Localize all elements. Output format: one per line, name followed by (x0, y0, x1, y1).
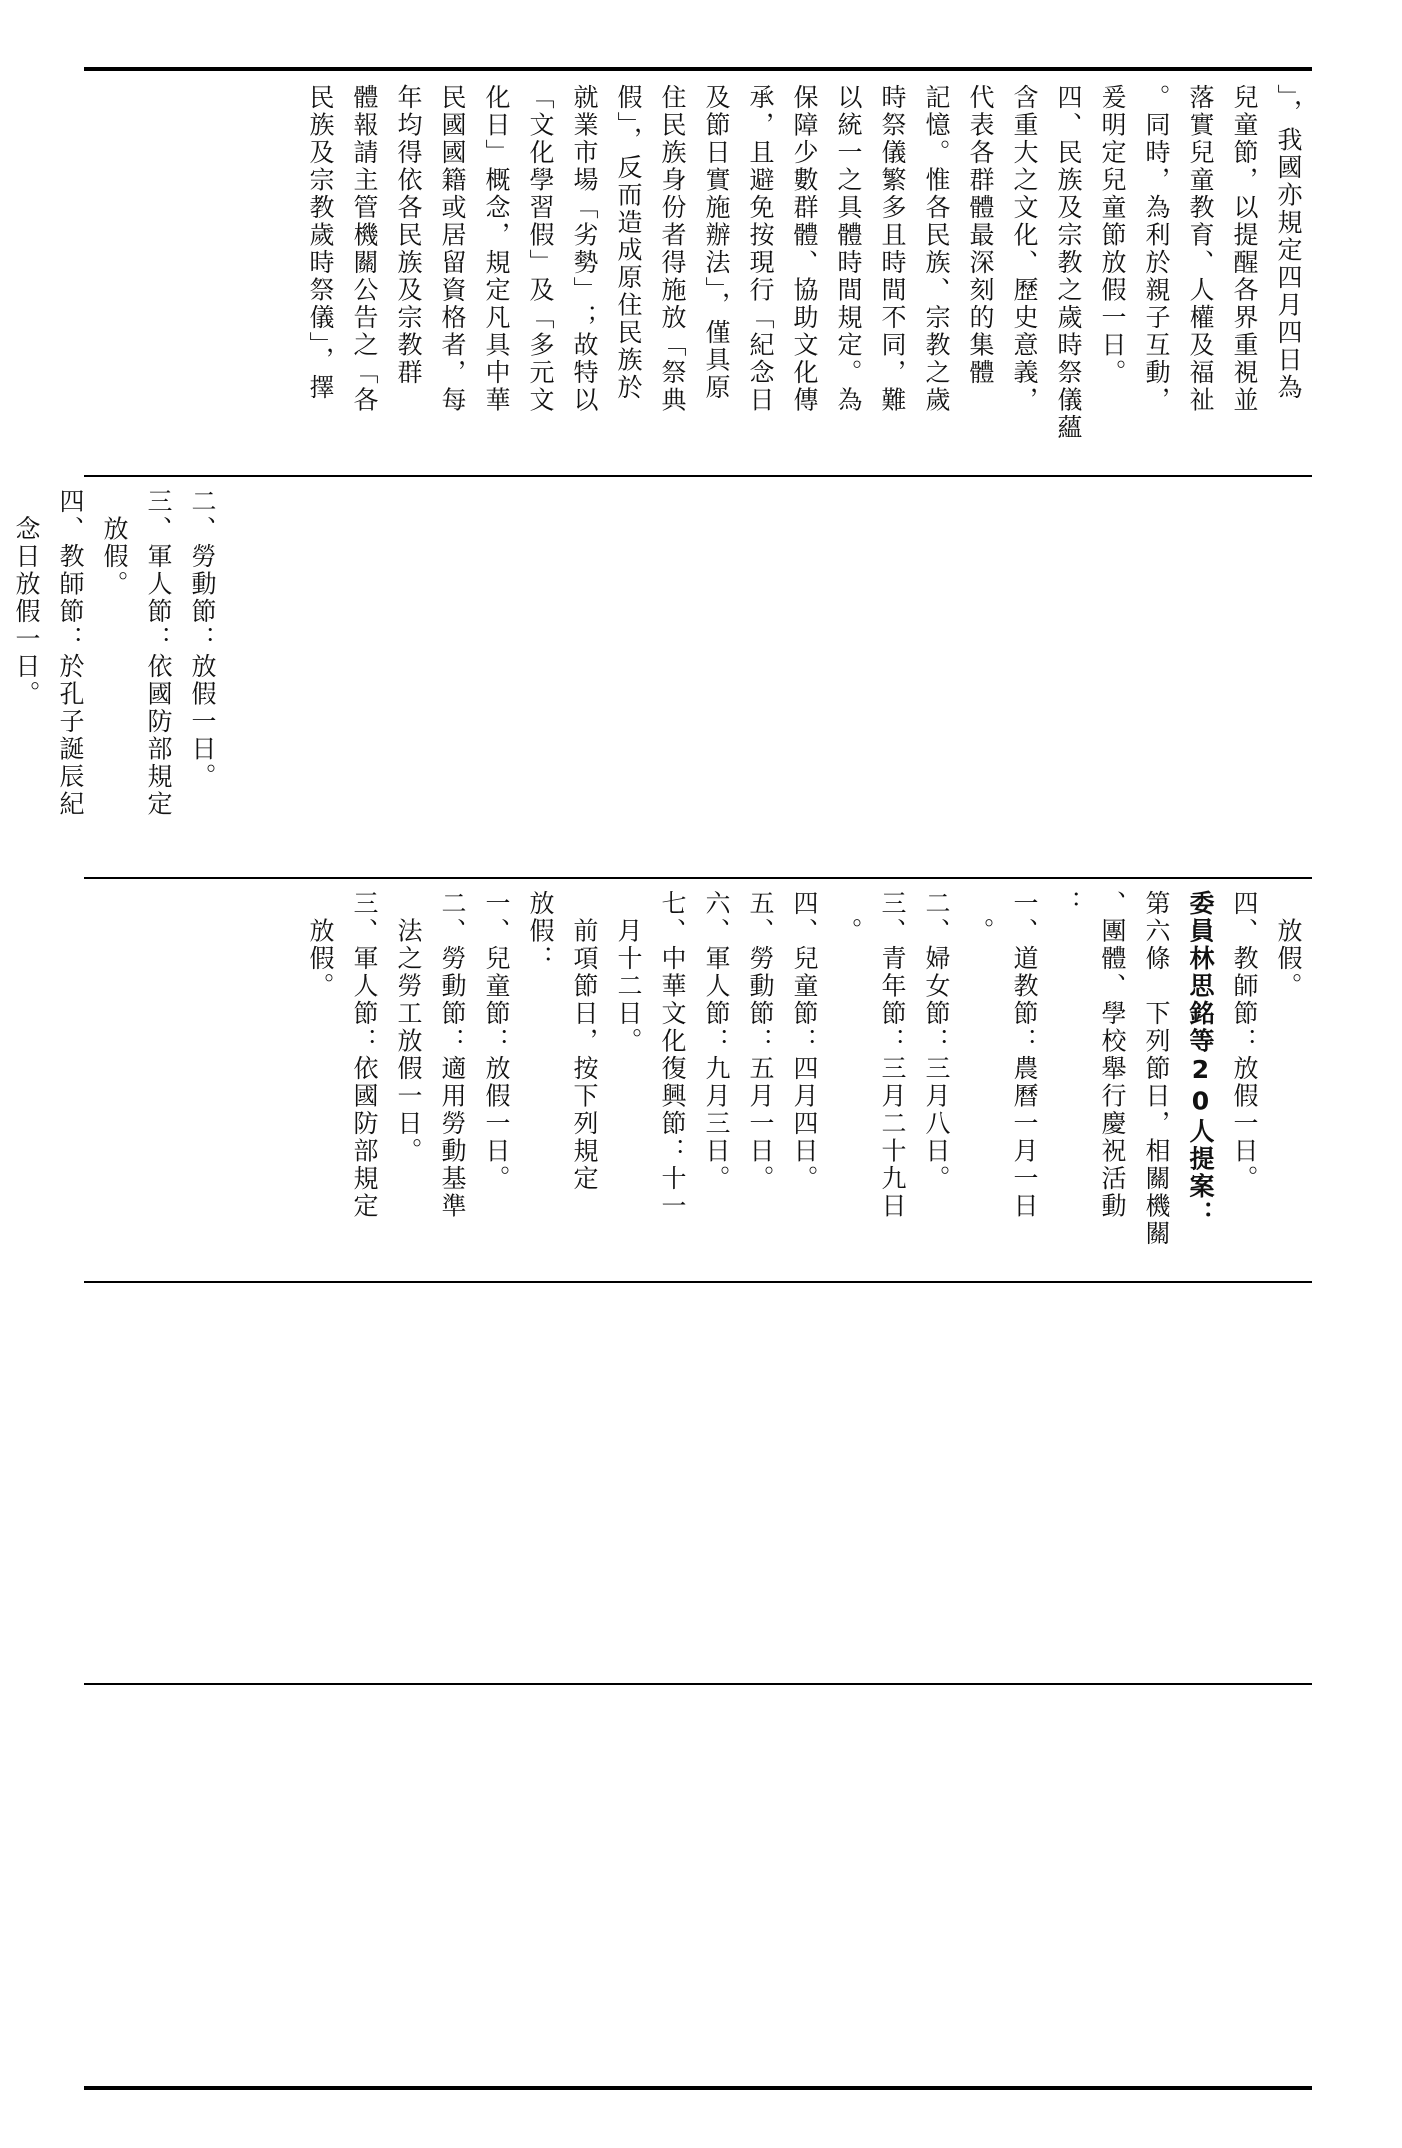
proposal-heading: 委員林思銘等20人提案： (1186, 890, 1215, 1228)
top-rule (84, 67, 1312, 71)
row-divider-3 (84, 1281, 1312, 1283)
row-divider-4 (84, 1683, 1312, 1685)
row3-text: 放假。 四、教師節：放假一日。 委員林思銘等20人提案： 第六條 下列節日，相關機關 、團體、學校舉行慶祝活動 ： 一、道教節：農曆一月一日 。 二、婦女節：三月八日。 三、青年節：三月二十九日 。 四、兒童節：四月四日。 五、勞動節：五月一日。 六、軍人節：九月三日。 七、中華文化復興節：十一 月十二日。 前項節日，按下列規定 放假： 一、兒童節：放假一日。 二、勞動節：適用勞動基準 法之勞工放假一日。 三、軍人節：依國防部規定 放假。 (298, 890, 1310, 1270)
bottom-rule (84, 2086, 1312, 2090)
row1-text: 」，我國亦規定四月四日為 兒童節，以提醒各界重視並 落實兒童教育、人權及福祉 。同時，為利於親子互動， 爰明定兒童節放假一日。 四、民族及宗教之歲時祭儀蘊 含重大之文化、歷史意義， 代表各群體最深刻的集體 記憶。惟各民族、宗教之歲 時祭儀繁多且時間不同，難 以統一之具體時間規定。為 保障少數群體、協助文化傳 承，且避免按現行「紀念日 及節日實施辦法」，僅具原 住民族身份者得施放「祭典 假」，反而造成原住民族於 就業市場「劣勢」；故特以 「文化學習假」及「多元文 化日」概念，規定凡具中華 民國國籍或居留資格者，每 年均得依各民族及宗教群 體報請主管機關公告之「各 民族及宗教歲時祭儀」，擇 (306, 84, 1303, 442)
row-divider-2 (84, 877, 1312, 879)
row2-text: 二、勞動節：放假一日。 三、軍人節：依國防部規定 放假。 四、教師節：於孔子誕辰紀 念日放假一日。 (12, 488, 217, 818)
row-divider-1 (84, 475, 1312, 477)
